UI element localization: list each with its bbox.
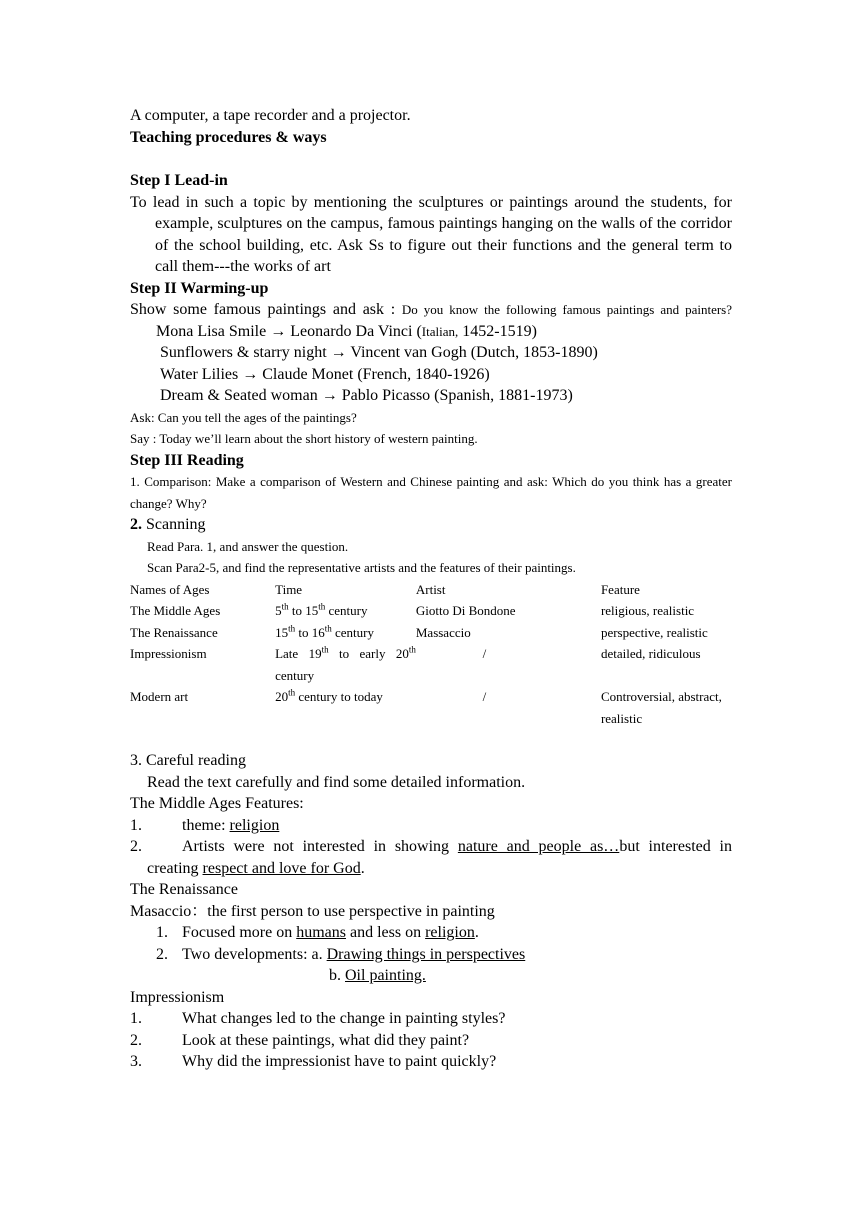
impressionism-heading: Impressionism: [130, 988, 225, 1006]
step3-heading: Step III Reading: [130, 451, 244, 469]
header-time: Time: [275, 581, 303, 597]
ren-item-1: 1. Focused more on humans and less on religion.: [156, 924, 479, 941]
scan-instruction-2: Scan Para2-5, and find the representative artists and the features of their paintings.: [147, 560, 576, 575]
header-artist: Artist: [415, 581, 446, 597]
ask-line: Ask: Can you tell the ages of the paintings?: [130, 409, 357, 425]
imp-item-3: 3. Why did the impressionist have to paint quickly?: [130, 1053, 497, 1070]
careful-reading-heading: 3. Careful reading: [130, 752, 246, 769]
step2-intro: Show some famous paintings and ask : Do you know the following famous paintings and painters?: [130, 301, 732, 318]
middle-item-2-cont: creating respect and love for God.: [147, 859, 365, 877]
scanning-heading: 2. Scanning: [130, 516, 206, 533]
middle-ages-heading: The Middle Ages Features:: [130, 795, 304, 812]
step1-heading: Step I Lead-in: [130, 172, 228, 189]
table-header-row: [130, 579, 744, 601]
ages-table: [130, 579, 744, 730]
header-feature: Feature: [600, 581, 640, 597]
scan-instruction-1: Read Para. 1, and answer the question.: [147, 538, 349, 554]
painting-line-4: Dream & Seated woman → Pablo Picasso (Spanish, 1881-1973): [160, 387, 573, 404]
ren-item-2: 2. Two developments: a. Drawing things in perspectives: [156, 945, 526, 963]
masaccio-line: Masaccio：the first person to use perspective in painting: [130, 902, 495, 920]
header-names: Names of Ages: [130, 581, 210, 597]
renaissance-heading: The Renaissance: [130, 881, 238, 898]
imp-item-2: 2. Look at these paintings, what did they paint?: [130, 1031, 470, 1049]
middle-item-1: 1. theme: religion: [130, 816, 280, 834]
careful-reading-instruction: Read the text carefully and find some detailed information.: [147, 773, 526, 791]
table-row: Impressionism Late 19th to early 20th century / detailed, ridiculous: [130, 644, 701, 683]
table-row: Modern art 20th century to today / Controversial, abstract, realistic: [130, 687, 722, 726]
middle-item-2: 2. Artists were not interested in showing nature and people as…but interested in: [130, 838, 732, 855]
table-row: The Renaissance 15th to 16th century Massaccio perspective, realistic: [130, 623, 708, 640]
painting-line-2: Sunflowers & starry night → Vincent van Gogh (Dutch, 1853-1890): [160, 344, 598, 361]
painting-line-1: Mona Lisa Smile → Leonardo Da Vinci (Italian, 1452-1519): [156, 322, 537, 340]
say-line: Say : Today we’ll learn about the short history of western painting.: [130, 431, 478, 446]
step1-text: To lead in such a topic by mentioning the sculptures or paintings around the students, for example, sculptures on the campus, famous paintings hanging on the walls of the corridor of the school building, etc. Ask Ss to figure out their functions and the general term to call them---the works of art: [130, 193, 732, 275]
table-row: The Middle Ages 5th to 15th century Giotto Di Bondone religious, realistic: [130, 601, 695, 618]
procedures-heading: Teaching procedures & ways: [130, 128, 327, 146]
document-page: [130, 105, 732, 1073]
comparison-text: 1. Comparison: Make a comparison of Western and Chinese painting and ask: Which do you think has a greater change? Why?: [130, 474, 732, 511]
painting-line-3: Water Lilies → Claude Monet (French, 1840-1926): [160, 365, 490, 383]
materials-line: A computer, a tape recorder and a projector.: [130, 107, 411, 124]
step2-heading: Step II Warming-up: [130, 279, 269, 297]
ren-item-2b: b. Oil painting.: [329, 967, 426, 984]
imp-item-1: 1. What changes led to the change in painting styles?: [130, 1010, 506, 1027]
